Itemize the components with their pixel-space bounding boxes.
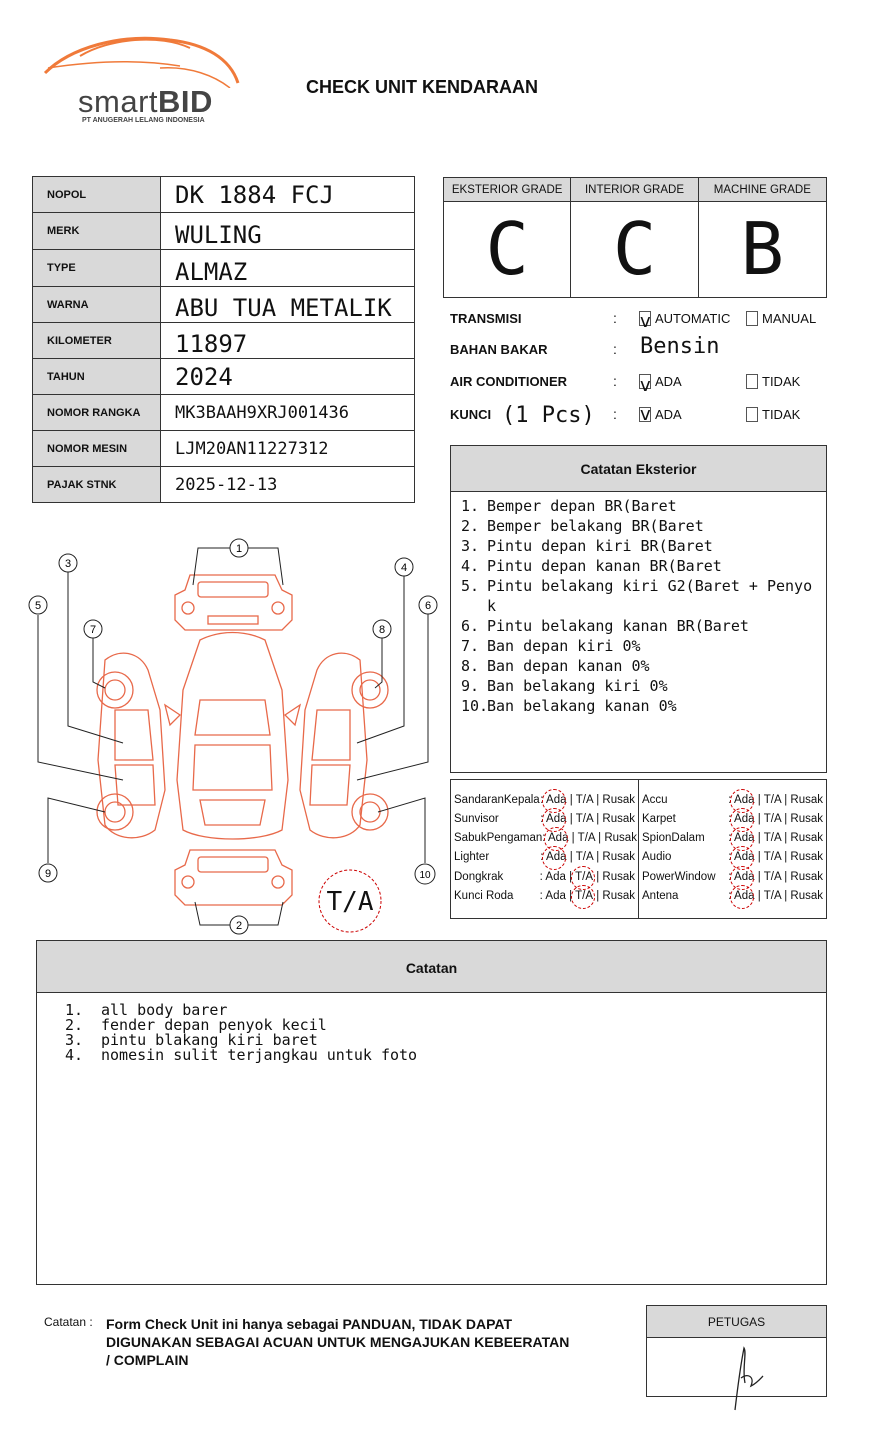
equipment-row bbox=[454, 867, 635, 886]
equipment-separator: | bbox=[757, 832, 761, 845]
kunci-qty: (1 Pcs) bbox=[502, 403, 595, 428]
equipment-name: Karpet bbox=[642, 812, 676, 825]
equipment-option-ada[interactable]: Ada bbox=[734, 832, 755, 845]
label-nomor-mesin: NOMOR MESIN bbox=[33, 431, 161, 467]
value-tahun: 2024 bbox=[161, 359, 415, 395]
equipment-option-rusak[interactable]: Rusak bbox=[602, 890, 635, 902]
transmisi-label: TRANSMISI bbox=[450, 311, 522, 326]
label-merk: MERK bbox=[33, 213, 161, 250]
callout-5: 5 bbox=[34, 600, 42, 612]
equipment-option-rusak[interactable]: Rusak bbox=[790, 851, 823, 864]
equipment-option-ada[interactable]: Ada bbox=[734, 793, 755, 806]
equipment-separator: | bbox=[569, 812, 573, 825]
row-tahun bbox=[33, 359, 415, 395]
equipment-colon: : bbox=[728, 870, 732, 883]
ta-stamp: T/A bbox=[326, 887, 374, 917]
equipment-checklist bbox=[450, 779, 827, 919]
exterior-notes-list bbox=[451, 492, 826, 716]
bahan-bakar-value: Bensin bbox=[640, 334, 720, 359]
equipment-row bbox=[642, 809, 823, 828]
equipment-separator: | bbox=[596, 870, 600, 883]
notes-panel bbox=[36, 940, 827, 1285]
value-nomor-mesin: LJM20AN11227312 bbox=[161, 431, 415, 467]
equipment-option-rusak[interactable]: Rusak bbox=[602, 851, 635, 864]
equipment-row bbox=[454, 809, 635, 828]
equipment-option-rusak[interactable]: Rusak bbox=[790, 890, 823, 902]
equipment-row bbox=[454, 848, 635, 867]
kunci-tidak-checkbox[interactable] bbox=[746, 407, 758, 422]
label-kilometer: KILOMETER bbox=[33, 323, 161, 359]
list-item: 3. pintu blakang kiri baret bbox=[65, 1031, 318, 1049]
list-item: 2. Bemper belakang BR(Baret bbox=[461, 517, 704, 535]
label-nomor-rangka: NOMOR RANGKA bbox=[33, 395, 161, 431]
callout-lines bbox=[38, 548, 428, 925]
equipment-separator: | bbox=[784, 832, 788, 845]
equipment-name: SandaranKepala bbox=[454, 793, 540, 806]
equipment-separator: | bbox=[596, 851, 600, 864]
equipment-option-ta[interactable]: T/A bbox=[575, 890, 593, 902]
equipment-option-ada[interactable]: Ada bbox=[734, 870, 755, 883]
equipment-option-ta[interactable]: T/A bbox=[763, 890, 781, 902]
footer-label: Catatan : bbox=[44, 1315, 93, 1329]
equipment-option-rusak[interactable]: Rusak bbox=[604, 832, 637, 845]
notes-title: Catatan bbox=[37, 941, 826, 993]
equipment-separator: | bbox=[596, 890, 600, 902]
equipment-row bbox=[642, 867, 823, 886]
equipment-option-rusak[interactable]: Rusak bbox=[602, 793, 635, 806]
grade-value-interior: C bbox=[571, 202, 698, 297]
equipment-options bbox=[728, 851, 823, 863]
ac-colon: : bbox=[613, 373, 617, 389]
equipment-row bbox=[454, 790, 635, 809]
callout-10: 10 bbox=[419, 870, 431, 881]
row-nomor-rangka bbox=[33, 395, 415, 431]
callout-3: 3 bbox=[64, 558, 72, 570]
row-warna bbox=[33, 287, 415, 323]
callout-4: 4 bbox=[400, 562, 408, 574]
equipment-name: Lighter bbox=[454, 851, 490, 864]
equipment-options bbox=[542, 832, 637, 844]
equipment-colon: : bbox=[539, 870, 543, 883]
callout-7: 7 bbox=[89, 624, 97, 636]
value-pajak-stnk: 2025-12-13 bbox=[161, 467, 415, 503]
equipment-colon: : bbox=[540, 812, 544, 825]
equipment-name: SabukPengaman bbox=[454, 832, 543, 845]
equipment-name: Accu bbox=[642, 793, 668, 806]
equipment-option-ta[interactable]: T/A bbox=[763, 851, 781, 864]
equipment-separator: | bbox=[757, 870, 761, 883]
value-warna: ABU TUA METALIK bbox=[161, 287, 415, 323]
transmisi-automatic-label: AUTOMATIC bbox=[655, 311, 731, 326]
label-tahun: TAHUN bbox=[33, 359, 161, 395]
equipment-option-rusak[interactable]: Rusak bbox=[790, 812, 823, 825]
row-nopol bbox=[33, 177, 415, 213]
list-item: 5. Pintu belakang kiri G2(Baret + Penyok bbox=[461, 577, 813, 615]
vehicle-info-table bbox=[32, 176, 415, 503]
equipment-options bbox=[540, 794, 635, 806]
equipment-separator: | bbox=[569, 870, 573, 883]
list-item: 7. Ban depan kiri 0% bbox=[461, 637, 641, 655]
value-merk: WULING bbox=[161, 213, 415, 250]
equipment-option-ta[interactable]: T/A bbox=[763, 832, 781, 845]
equipment-colon: : bbox=[728, 832, 732, 845]
equipment-separator: | bbox=[757, 890, 761, 902]
ac-tidak-label: TIDAK bbox=[762, 374, 801, 389]
value-nomor-rangka: MK3BAAH9XRJ001436 bbox=[161, 395, 415, 431]
equipment-option-ta[interactable]: T/A bbox=[575, 851, 593, 864]
equipment-separator: | bbox=[569, 890, 573, 902]
list-item: 8. Ban depan kanan 0% bbox=[461, 657, 650, 675]
transmisi-check-mark: v bbox=[640, 311, 651, 332]
callout-1: 1 bbox=[235, 543, 243, 555]
equipment-separator: | bbox=[596, 812, 600, 825]
list-item: 4. Pintu depan kanan BR(Baret bbox=[461, 557, 722, 575]
equipment-option-rusak[interactable]: Rusak bbox=[602, 870, 635, 883]
equipment-name: Audio bbox=[642, 851, 672, 864]
equipment-option-ada[interactable]: Ada bbox=[548, 832, 569, 845]
brand-wordmark: smartBID bbox=[78, 84, 213, 119]
equipment-separator: | bbox=[784, 851, 788, 864]
equipment-separator: | bbox=[757, 851, 761, 864]
value-kilometer: 11897 bbox=[161, 323, 415, 359]
equipment-options bbox=[540, 851, 635, 863]
equipment-option-ta[interactable]: T/A bbox=[575, 812, 593, 825]
grade-label-exterior: EKSTERIOR GRADE bbox=[444, 178, 571, 202]
equipment-option-rusak[interactable]: Rusak bbox=[790, 832, 823, 845]
transmisi-manual-label: MANUAL bbox=[762, 311, 817, 326]
equipment-option-ta[interactable]: T/A bbox=[575, 870, 593, 883]
equipment-separator: | bbox=[784, 890, 788, 902]
car-swoosh-icon bbox=[40, 28, 245, 88]
equipment-colon: : bbox=[728, 812, 732, 825]
equipment-row bbox=[642, 790, 823, 809]
equipment-option-ta[interactable]: T/A bbox=[575, 793, 593, 806]
page-title: CHECK UNIT KENDARAAN bbox=[306, 77, 538, 97]
list-item: 4. nomesin sulit terjangkau untuk foto bbox=[65, 1046, 418, 1064]
equipment-colon: : bbox=[539, 890, 543, 902]
grade-table bbox=[443, 177, 827, 298]
equipment-column-right bbox=[638, 780, 826, 918]
transmisi-manual-checkbox[interactable] bbox=[746, 311, 758, 326]
equipment-option-ta[interactable]: T/A bbox=[763, 793, 781, 806]
equipment-separator: | bbox=[784, 870, 788, 883]
company-name: PT ANUGERAH LELANG INDONESIA bbox=[82, 117, 205, 124]
label-nopol: NOPOL bbox=[33, 177, 161, 213]
callout-8: 8 bbox=[378, 624, 386, 636]
list-item: 6. Pintu belakang kanan BR(Baret bbox=[461, 617, 749, 635]
notes-list bbox=[37, 993, 826, 1063]
label-warna: WARNA bbox=[33, 287, 161, 323]
exterior-notes-panel bbox=[450, 445, 827, 773]
callout-6: 6 bbox=[424, 600, 432, 612]
kunci-tidak-label: TIDAK bbox=[762, 407, 801, 422]
equipment-option-ada[interactable]: Ada bbox=[546, 812, 567, 825]
equipment-row bbox=[642, 887, 823, 906]
equipment-name: Kunci Roda bbox=[454, 890, 514, 902]
callout-2: 2 bbox=[235, 920, 243, 932]
equipment-column-left bbox=[451, 780, 638, 918]
equipment-options bbox=[728, 832, 823, 844]
ac-ada-label: ADA bbox=[655, 374, 682, 389]
equipment-separator: | bbox=[784, 812, 788, 825]
equipment-options bbox=[728, 890, 823, 902]
car-outline bbox=[97, 575, 388, 905]
grade-value-exterior: C bbox=[444, 202, 571, 297]
equipment-option-rusak[interactable]: Rusak bbox=[790, 870, 823, 883]
kunci-ada-label: ADA bbox=[655, 407, 682, 422]
equipment-option-rusak[interactable]: Rusak bbox=[790, 793, 823, 806]
equipment-name: PowerWindow bbox=[642, 870, 716, 883]
row-kilometer bbox=[33, 323, 415, 359]
list-item: 1. Bemper depan BR(Baret bbox=[461, 497, 677, 515]
petugas-label: PETUGAS bbox=[647, 1306, 826, 1338]
equipment-option-ta[interactable]: T/A bbox=[763, 870, 781, 883]
ac-tidak-checkbox[interactable] bbox=[746, 374, 758, 389]
equipment-option-ta[interactable]: T/A bbox=[577, 832, 595, 845]
kunci-check-mark: v bbox=[640, 404, 651, 425]
value-type: ALMAZ bbox=[161, 250, 415, 287]
grade-label-machine: MACHINE GRADE bbox=[699, 178, 826, 202]
equipment-separator: | bbox=[598, 832, 602, 845]
kunci-colon: : bbox=[613, 406, 617, 422]
list-item: 3. Pintu depan kiri BR(Baret bbox=[461, 537, 713, 555]
label-type: TYPE bbox=[33, 250, 161, 287]
signature-box bbox=[646, 1305, 827, 1397]
list-item: 9. Ban belakang kiri 0% bbox=[461, 677, 668, 695]
equipment-options bbox=[540, 890, 635, 902]
equipment-name: Dongkrak bbox=[454, 870, 504, 883]
callout-9: 9 bbox=[44, 868, 52, 880]
equipment-option-ada[interactable]: Ada bbox=[734, 851, 755, 864]
label-pajak-stnk: PAJAK STNK bbox=[33, 467, 161, 503]
equipment-options bbox=[540, 871, 635, 883]
equipment-separator: | bbox=[569, 793, 573, 806]
equipment-options bbox=[728, 794, 823, 806]
equipment-option-ada[interactable]: Ada bbox=[545, 870, 566, 883]
equipment-colon: : bbox=[542, 832, 546, 845]
row-type bbox=[33, 250, 415, 287]
equipment-row bbox=[642, 848, 823, 867]
equipment-options bbox=[728, 871, 823, 883]
signature-image bbox=[647, 1338, 828, 1413]
company-logo bbox=[40, 28, 245, 128]
kunci-label: KUNCI bbox=[450, 407, 492, 422]
ac-label: AIR CONDITIONER bbox=[450, 374, 567, 389]
equipment-option-rusak[interactable]: Rusak bbox=[602, 812, 635, 825]
equipment-option-ada[interactable]: Ada bbox=[546, 793, 567, 806]
equipment-separator: | bbox=[569, 851, 573, 864]
equipment-separator: | bbox=[571, 832, 575, 845]
equipment-name: Antena bbox=[642, 890, 679, 902]
equipment-colon: : bbox=[728, 793, 732, 806]
equipment-name: SpionDalam bbox=[642, 832, 705, 845]
list-item: 10. Ban belakang kanan 0% bbox=[461, 697, 677, 715]
equipment-options bbox=[728, 813, 823, 825]
equipment-name: Sunvisor bbox=[454, 812, 499, 825]
equipment-option-ada[interactable]: Ada bbox=[546, 851, 567, 864]
equipment-colon: : bbox=[540, 851, 544, 864]
row-nomor-mesin bbox=[33, 431, 415, 467]
list-item: 1. all body barer bbox=[65, 1001, 228, 1019]
equipment-option-ada[interactable]: Ada bbox=[734, 890, 755, 902]
value-nopol: DK 1884 FCJ bbox=[161, 177, 415, 213]
list-item: 2. fender depan penyok kecil bbox=[65, 1016, 327, 1034]
equipment-row bbox=[454, 829, 635, 848]
grade-label-interior: INTERIOR GRADE bbox=[571, 178, 698, 202]
equipment-separator: | bbox=[757, 793, 761, 806]
row-merk bbox=[33, 213, 415, 250]
equipment-separator: | bbox=[757, 812, 761, 825]
equipment-colon: : bbox=[540, 793, 544, 806]
ac-check-mark: v bbox=[640, 375, 651, 396]
equipment-separator: | bbox=[596, 793, 600, 806]
equipment-row bbox=[454, 887, 635, 906]
exterior-notes-title: Catatan Eksterior bbox=[451, 446, 826, 492]
equipment-option-ada[interactable]: Ada bbox=[734, 812, 755, 825]
equipment-colon: : bbox=[728, 851, 732, 864]
equipment-option-ta[interactable]: T/A bbox=[763, 812, 781, 825]
footer-disclaimer: Form Check Unit ini hanya sebagai PANDUAN, TIDAK DAPAT DIGUNAKAN SEBAGAI ACUAN UNTUK MENGAJUKAN KEBEERATAN / COMPLAIN bbox=[106, 1316, 570, 1368]
transmisi-colon: : bbox=[613, 310, 617, 326]
equipment-row bbox=[642, 829, 823, 848]
bahan-bakar-colon: : bbox=[613, 341, 617, 357]
row-pajak-stnk bbox=[33, 467, 415, 503]
grade-value-machine: B bbox=[740, 207, 784, 291]
equipment-colon: : bbox=[728, 890, 732, 902]
car-damage-diagram bbox=[20, 530, 445, 940]
equipment-separator: | bbox=[784, 793, 788, 806]
equipment-options bbox=[540, 813, 635, 825]
bahan-bakar-label: BAHAN BAKAR bbox=[450, 342, 548, 357]
equipment-option-ada[interactable]: Ada bbox=[545, 890, 566, 902]
